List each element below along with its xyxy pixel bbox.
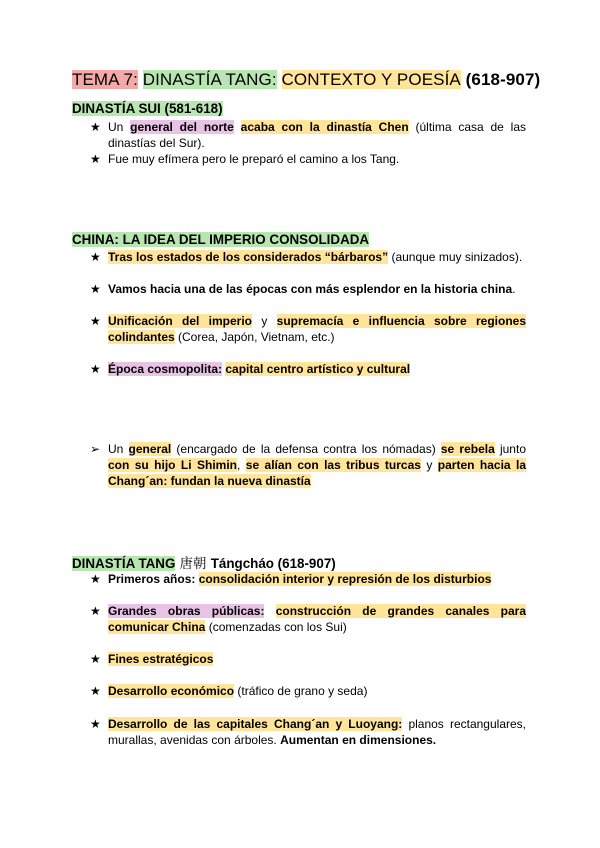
star-bullet-icon: ★ — [90, 604, 101, 618]
section-heading-tang — [72, 553, 336, 572]
title-subject: CONTEXTO Y POESÍA — [281, 70, 461, 89]
star-bullet-icon: ★ — [90, 314, 101, 328]
list-item — [90, 716, 526, 748]
list-item — [90, 313, 526, 345]
list-item — [90, 651, 526, 667]
star-bullet-icon: ★ — [90, 282, 101, 296]
section-heading-chinese: 唐朝 — [175, 557, 211, 572]
title-topic: TEMA 7: — [72, 70, 138, 89]
arrow-bullet-icon: ➢ — [90, 442, 101, 456]
star-bullet-icon: ★ — [90, 120, 101, 134]
star-bullet-icon: ★ — [90, 717, 101, 731]
star-bullet-icon: ★ — [90, 652, 101, 666]
list-item — [90, 571, 526, 587]
section-heading-text: DINASTÍA SUI (581-618) — [72, 101, 223, 116]
list-item — [90, 361, 526, 377]
section-heading-text: DINASTÍA TANG — [72, 556, 176, 571]
list-item — [90, 441, 526, 489]
list-item-text: Época cosmopolita: capital centro artístico y cultural — [108, 362, 411, 376]
list-item — [90, 249, 526, 265]
section-heading-sui — [72, 101, 223, 116]
title-dynasty: DINASTÍA TANG: — [142, 70, 277, 89]
list-item-text: Grandes obras públicas: construcción de grandes canales para comunicar China (comenzadas con los Sui) — [108, 604, 526, 634]
list-item-text: Un general del norte acaba con la dinastía Chen (última casa de las dinastías del Sur). — [108, 120, 526, 150]
list-item-text: Desarrollo económico (tráfico de grano y seda) — [108, 684, 368, 698]
page-title — [72, 70, 540, 90]
list-item-text: Desarrollo de las capitales Chang´an y Luoyang: planos rectangulares, murallas, avenidas con árboles. Aumentan en dimensiones. — [108, 717, 526, 747]
list-item — [90, 281, 526, 297]
list-item-text: Unificación del imperio y supremacía e influencia sobre regiones colindantes (Corea, Japón, Vietnam, etc.) — [108, 314, 526, 344]
list-item-text: Fue muy efímera pero le preparó el camino a los Tang. — [108, 152, 400, 166]
section-heading-text: CHINA: LA IDEA DEL IMPERIO CONSOLIDADA — [72, 232, 370, 247]
list-item — [90, 151, 526, 167]
title-dates: (618-907) — [460, 70, 541, 89]
list-item — [90, 119, 526, 151]
list-item — [90, 683, 526, 699]
list-item-text: Tras los estados de los considerados “bárbaros” (aunque muy sinizados). — [108, 250, 523, 264]
section-heading-pinyin: Tángcháo (618-907) — [210, 556, 336, 571]
list-item — [90, 603, 526, 635]
list-item-text: Primeros años: consolidación interior y represión de los disturbios — [108, 572, 492, 586]
star-bullet-icon: ★ — [90, 152, 101, 166]
star-bullet-icon: ★ — [90, 362, 101, 376]
list-item-text: Un general (encargado de la defensa contra los nómadas) se rebela junto con su hijo Li Shimin, se alían con las tribus turcas y parten hacia la Chang´an: fundan la nueva dinastía — [108, 442, 527, 488]
list-item-text: Vamos hacia una de las épocas con más esplendor en la historia china. — [108, 282, 516, 296]
list-item-text: Fines estratégicos — [108, 652, 214, 666]
star-bullet-icon: ★ — [90, 572, 101, 586]
star-bullet-icon: ★ — [90, 684, 101, 698]
star-bullet-icon: ★ — [90, 250, 101, 264]
section-heading-china — [72, 232, 369, 247]
